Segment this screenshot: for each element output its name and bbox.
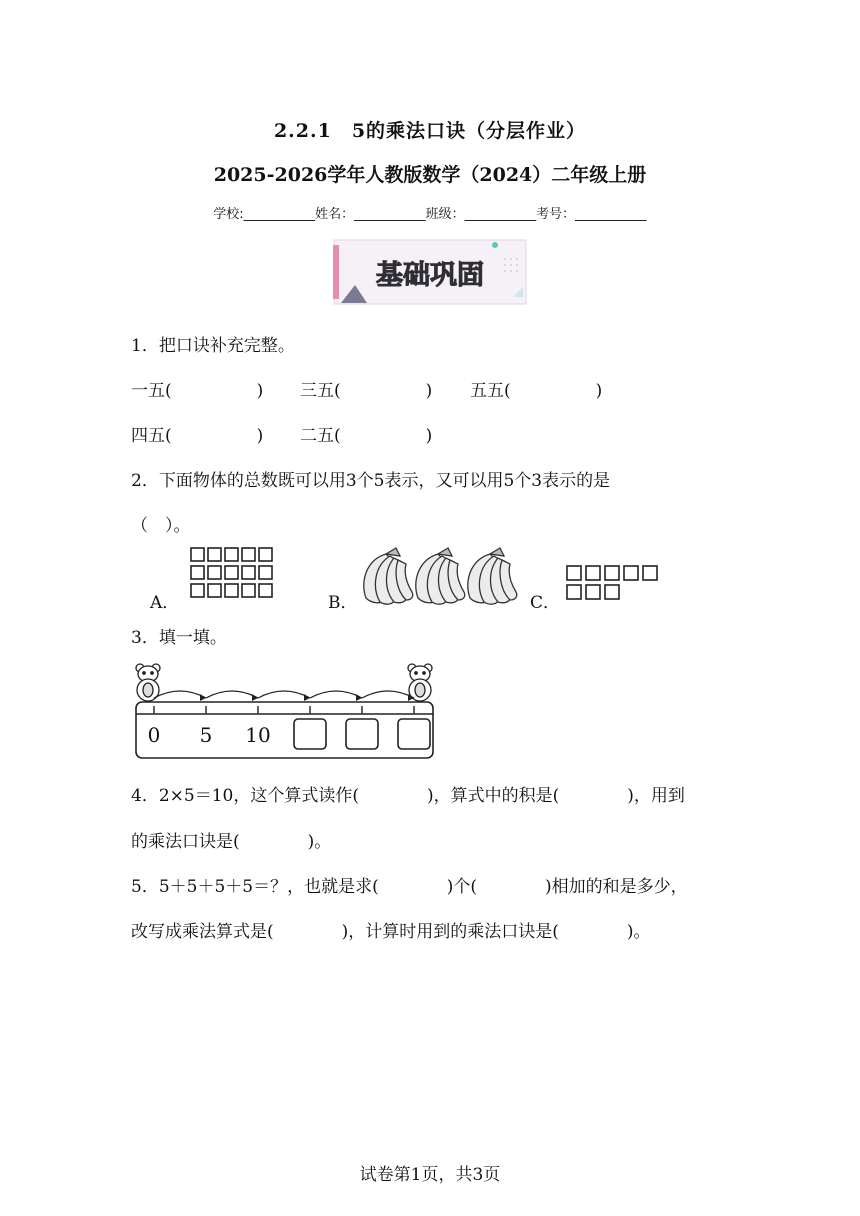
question-2-prompt-cont: （ ）。	[131, 516, 191, 536]
number-label: 10	[245, 723, 271, 747]
option-a-label: A．	[150, 593, 180, 613]
question-4-line2: 的乘法口诀是( )。	[131, 832, 332, 852]
option-a-squares-3x5	[189, 546, 279, 604]
student-info-line: 学校:___________姓名：___________班级：___________考号：___________	[213, 207, 647, 222]
section-banner	[333, 239, 527, 305]
number-line-figure	[130, 660, 440, 766]
banner-text: 基础巩固	[376, 260, 484, 291]
option-c-squares	[565, 564, 665, 606]
q1-blank-item: 四五( )	[131, 426, 264, 446]
q1-blank-item: 五五( )	[470, 381, 603, 401]
question-4-line1: 4．2×5＝10，这个算式读作( )，算式中的积是( )，用到	[131, 786, 685, 806]
q1-blank-item: 一五( )	[131, 381, 264, 401]
answer-box	[398, 719, 430, 749]
option-b-label: B．	[328, 593, 358, 613]
bear-icon	[408, 664, 432, 701]
worksheet-title: 2.2.1 5的乘法口诀（分层作业）	[273, 120, 587, 142]
number-label: 5	[199, 723, 213, 747]
answer-box	[346, 719, 378, 749]
question-5-line1: 5．5＋5＋5＋5＝？，也就是求( )个( )相加的和是多少，	[131, 877, 688, 897]
option-b-bananas	[356, 546, 526, 612]
answer-box	[294, 719, 326, 749]
question-2-prompt: 2．下面物体的总数既可以用3个5表示，又可以用5个3表示的是	[131, 471, 611, 491]
page-footer: 试卷第1页，共3页	[359, 1165, 501, 1185]
worksheet-subtitle: 2025-2026学年人教版数学（2024）二年级上册	[213, 164, 647, 186]
bear-icon	[136, 664, 160, 701]
option-c-label: C．	[530, 593, 561, 613]
question-3-prompt: 3．填一填。	[131, 628, 227, 648]
number-label: 0	[147, 723, 161, 747]
question-5-line2: 改写成乘法算式是( )，计算时用到的乘法口诀是( )。	[131, 922, 651, 942]
question-1-prompt: 1．把口诀补充完整。	[131, 336, 295, 356]
q1-blank-item: 二五( )	[300, 426, 433, 446]
q1-blank-item: 三五( )	[300, 381, 433, 401]
